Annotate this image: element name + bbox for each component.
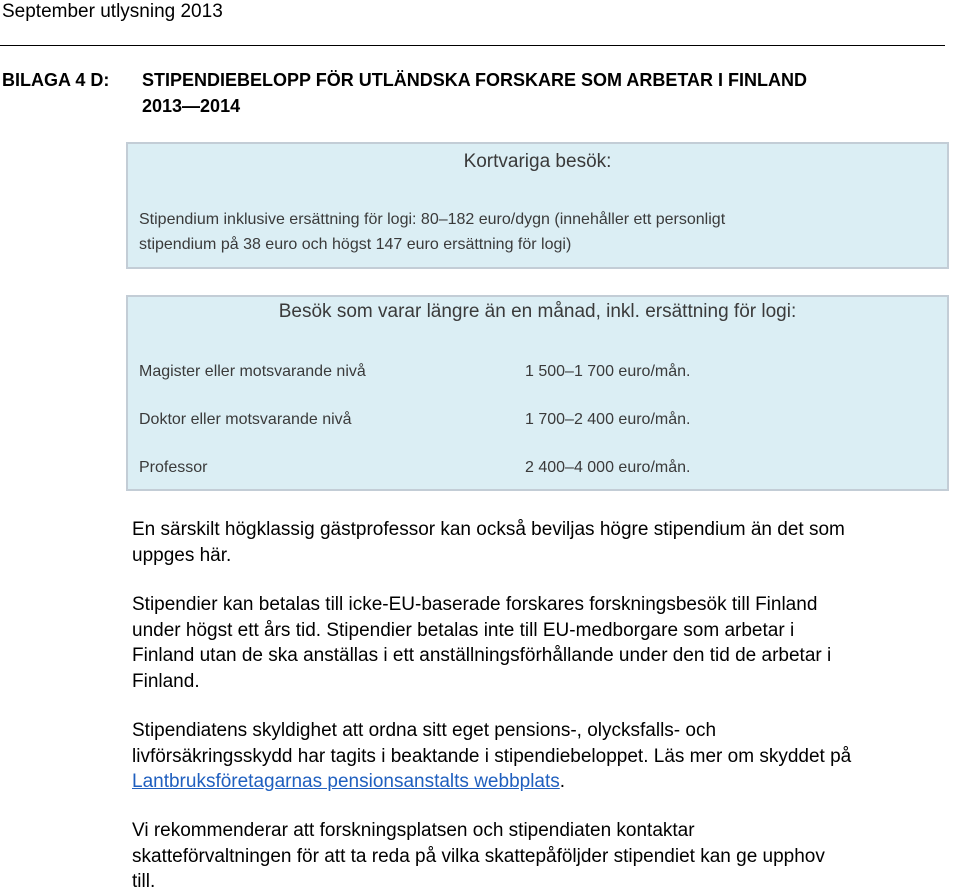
rate-amount: 1 700–2 400 euro/mån. <box>525 411 691 428</box>
paragraph-line: Stipendiatens skyldighet att ordna sitt eget pensions-, olycksfalls- och <box>132 720 717 741</box>
short-visits-text-line-1: Stipendium inklusive ersättning för logi: 80–182 euro/dygn (innehåller ett personligt <box>139 211 726 228</box>
paragraph-line: livförsäkringsskydd har tagits i beaktande i stipendiebeloppet. Läs mer om skyddet på <box>132 745 852 767</box>
rate-row <box>139 361 690 383</box>
rate-amount: 2 400–4 000 euro/mån. <box>525 459 691 476</box>
paragraph-line: Finland utan de ska anställas i ett anställningsförhållande under den tid de arbetar i <box>132 645 832 666</box>
short-visits-title: Kortvariga besök: <box>463 151 612 172</box>
pension-institution-link[interactable]: Lantbruksföretagarnas pensionsanstalts webbplats <box>132 771 560 792</box>
rate-level: Magister eller motsvarande nivå <box>139 363 366 380</box>
link-trailing-period: . <box>559 771 566 792</box>
paragraph-guest-professor <box>132 517 952 568</box>
paragraph-line: Finland. <box>132 670 200 692</box>
paragraph-line: till. <box>132 871 156 892</box>
paragraph-line: uppges här. <box>132 544 232 566</box>
rate-level: Doktor eller motsvarande nivå <box>139 411 352 428</box>
paragraph-line: skatteförvaltningen för att ta reda på vilka skattepåföljder stipendiet kan ge upphov <box>132 845 825 867</box>
document-heading <box>2 67 807 119</box>
rate-row <box>139 409 690 431</box>
long-visits-title: Besök som varar längre än en månad, inkl. ersättning för logi: <box>278 301 797 322</box>
paragraph-insurance <box>132 718 952 795</box>
paragraph-eligibility <box>132 592 952 694</box>
paragraph-tax-advice <box>132 818 952 895</box>
heading-years: 2013—2014 <box>142 96 241 116</box>
heading-line-1 <box>2 67 807 93</box>
short-visits-text <box>139 207 725 257</box>
heading-prefix: BILAGA 4 D: <box>2 70 110 90</box>
header-divider <box>0 45 945 46</box>
short-visits-box <box>126 142 949 269</box>
page-header-title: September utlysning 2013 <box>2 1 223 22</box>
short-visits-text-line-2: stipendium på 38 euro och högst 147 euro ersättning för logi) <box>139 236 572 253</box>
paragraph-line: Stipendier kan betalas till icke-EU-baserade forskares forskningsbesök till Finland <box>132 594 818 615</box>
long-visits-box <box>126 295 949 491</box>
paragraph-line: En särskilt högklassig gästprofessor kan också beviljas högre stipendium än det som <box>132 519 845 540</box>
paragraph-line: Vi rekommenderar att forskningsplatsen och stipendiaten kontaktar <box>132 820 695 841</box>
rate-level: Professor <box>139 459 208 476</box>
rate-amount: 1 500–1 700 euro/mån. <box>525 363 691 380</box>
paragraph-line-with-link <box>132 769 952 795</box>
paragraph-line: under högst ett års tid. Stipendier betalas inte till EU-medborgare som arbetar i <box>132 619 795 641</box>
rate-row <box>139 457 690 479</box>
heading-title: STIPENDIEBELOPP FÖR UTLÄNDSKA FORSKARE SOM ARBETAR I FINLAND <box>142 70 808 90</box>
